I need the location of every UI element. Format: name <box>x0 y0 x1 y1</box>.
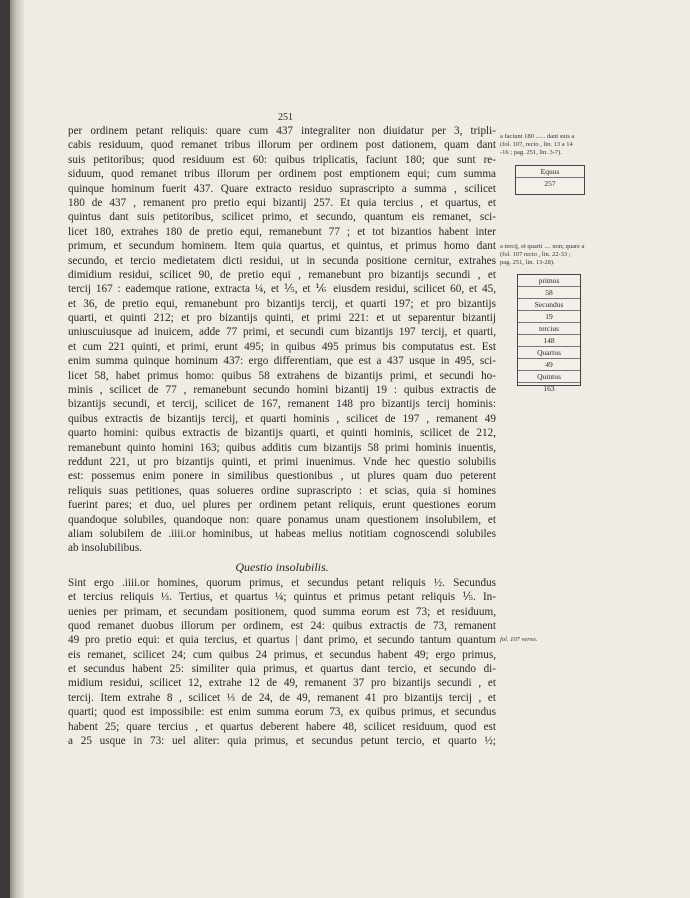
text-line: quod remanet duobus illorum per ordinem, est 24: quibus extractis de 73, remanent <box>68 619 496 632</box>
text-line: Sint ergo .iiii.or homines, quorum primus, et secundus petant reliquis ½. Secundus <box>68 576 496 589</box>
text-line: secundo, et tercio medietatem dicti residui, ut in secunda positione cernitur, extrahes <box>68 254 496 267</box>
page-gutter-shadow <box>10 0 24 898</box>
text-line: remanebunt quinto homini 163; quibus additis cum bizantijs 58 primi hominis inuentis, <box>68 441 496 454</box>
text-line: quarti, et quinti 212; et pro bizantijs quinti, et primi 221: et ut separentur bizantij <box>68 312 496 325</box>
text-line: et 36, de pretio equi, remanebunt pro bizantijs tercij, et quarti 197; et pro bizantijs <box>68 297 496 310</box>
text-line: reliquis suas petitiones, quas solueres ordine suprascripto : et scias, quia si homines <box>68 484 496 497</box>
text-line: quarti; quod est impossibile: est enim summa eorum 73, ex quibus primus, et secundus <box>68 706 496 719</box>
text-line: habent 25; quare tercius , et quartus deberent habere 48, scilicet residuum, quod est <box>68 720 496 733</box>
text-line: a 25 usque in 73: uel aliter: quia primus, et secundus petunt tercio, et quarto ½; <box>68 735 496 748</box>
text-line: enim summa quinque hominum 437: ergo differentiam, que est a 437 usque in 495, sci- <box>68 355 496 368</box>
text-line: siduum, quod remanet tribus illorum per ordinem post emptionem equi; cum summa <box>68 168 496 181</box>
box-label: Quintus <box>518 371 580 383</box>
margin-note-folio: fol. 107 verso. <box>500 636 538 643</box>
box-value: 163 <box>543 384 555 393</box>
book-page <box>10 0 690 898</box>
text-line: bizantijs secundi, et tercij, scilicet de 167, remanent 148 pro bizantijs tercij hominis: <box>68 398 496 411</box>
text-line: uenies per primam, et secundam positionem, quod summa eorum est 73; et residuum, <box>68 605 496 618</box>
text-line: reddunt 221, ut pro bizantijs quinti, et primi inuenimus. Vnde hec questio solubilis <box>68 455 496 468</box>
text-line: et secundus habent 25: similiter quia primus, et quartus dant tercio, et secundo di- <box>68 663 496 676</box>
text-line: quarto homini: quibus extractis de bizantijs quarti, et quinti hominis, scilicet de 212, <box>68 427 496 440</box>
margin-note-line: -16 ; pag. 251, lin. 3-7). <box>500 149 562 156</box>
section-heading: Questio insolubilis. <box>235 559 329 574</box>
page-number: 251 <box>278 112 293 123</box>
margin-note-line: pag. 251, lin. 13-28). <box>500 259 555 266</box>
margin-box-shares <box>517 274 581 393</box>
margin-note-line: a faciunt 180 ...... dant suis a <box>500 133 575 140</box>
text-line: quandoque solubiles, quandoque non: quare ponamus unam questionem insolubilem, et <box>68 513 496 526</box>
text-line: fuerint pares; et duo, uel plures per ordinem petant reliquis, erunt questiones eorum <box>68 499 496 512</box>
box-label: Secundus <box>518 299 580 311</box>
text-line: et cum 221 quinti, et primi, erunt 495; in quibus 495 primus bis computatus est. Est <box>68 340 496 353</box>
text-line: uniuscuiusque ad inuicem, adde 77 primi, et secundi cum bizantijs 197 tercij, et quarti, <box>68 326 496 339</box>
text-line: est: possemus enim ponere in similibus questionibus , ut plures quam duo peterent <box>68 470 496 483</box>
text-line: per ordinem petant reliquis: quare cum 437 integraliter non diuidatur per 3, tripli- <box>68 125 496 137</box>
margin-note-line: a tercij, et quarti .... non; quare a <box>500 243 585 250</box>
box-label: primus <box>518 275 580 287</box>
text-line: quintus dant suis petitoribus, scilicet primo, et secundo, quantum eis remanet, sci- <box>68 211 496 224</box>
text-line: tercij 167 : eademque ratione, extracta ¼, et ⅕, et ⅙ eiusdem residui, scilicet 60, et 45, <box>68 283 496 296</box>
margin-note-line: (fol. 107, recto , lin. 13 a 14 <box>500 141 573 148</box>
margin-note <box>500 243 584 267</box>
text-line: tercij. Item extrahe 8 , scilicet ⅓ de 24, de 49, remanent 41 pro bizantijs tercij , et <box>68 691 496 704</box>
text-line: primum, et secundum hominem. Item quia quartus, et quintus, et primus homo dant <box>68 240 496 253</box>
margin-note <box>500 133 574 157</box>
text-line: minis , scilicet de 77 , remanebunt secundo homini bizantij 19 : quibus extractis de <box>68 384 496 397</box>
margin-box-equus <box>515 165 585 195</box>
text-line: licet 180, extrahes 180 de pretio equi, remanebunt 77 ; et tot bizantios habent inter <box>68 225 496 238</box>
box-value: 257 <box>544 179 556 188</box>
box-label: tercius <box>518 323 580 335</box>
text-line: ab insolubilibus. <box>68 542 142 555</box>
text-line: cabis residuum, quod remanet tribus illorum per ordinem post dationem, quam dant <box>68 139 496 152</box>
text-line: et tercius reliquis ⅓. Tertius, et quartus ¼; quintus et primus petant reliquis ⅕. In- <box>68 591 496 604</box>
text-line: 49 pro pretio equi: et quia tercius, et quartus | dant primo, et secundo tantum quantum <box>68 634 496 647</box>
margin-note-line: (fol. 107 recto , lin. 22-33 ; <box>500 251 571 258</box>
main-text-block <box>68 124 496 748</box>
text-line: dimidium residui, scilicet 90, de pretio equi , remanebunt pro bizantijs secundi , et <box>68 268 496 281</box>
text-line: quinque hominum fuerit 437. Quare extracto residuo suprascripto a summa , scilicet <box>68 182 496 195</box>
box-label: Equus <box>516 166 584 178</box>
box-label: Quartus <box>518 347 580 359</box>
box-value: 19 <box>518 311 580 323</box>
text-line: quibus extractis de bizantijs tercij, et quarti hominis , scilicet de 197 , remanent 49 <box>68 412 496 425</box>
text-line: eis remanet, scilicet 24; cum quibus 24 primus, et secundus habent 49; ergo primus, <box>68 648 496 661</box>
text-line: midium residui, scilicet 12, extrahe 12 de 49, remanent 37 pro bizantijs secundi , et <box>68 677 496 690</box>
text-line: 180 de 437 , remanent pro pretio equi bizantij 257. Et quia tercius , et quartus, et <box>68 196 496 209</box>
text-line: suis petitoribus; quod residuum est 60: quibus triplicatis, faciunt 180; que sunt re- <box>68 153 496 166</box>
box-value: 58 <box>518 287 580 299</box>
box-value: 148 <box>518 335 580 347</box>
text-line: aliam solubilem de .iiii.or hominibus, ut habeas melius notitiam cognoscendi solubiles <box>68 527 496 540</box>
box-value: 49 <box>518 359 580 371</box>
text-line: licet 58, habet primus homo: quibus 58 extrahens de bizantijs primi, et secundi ho- <box>68 369 496 382</box>
